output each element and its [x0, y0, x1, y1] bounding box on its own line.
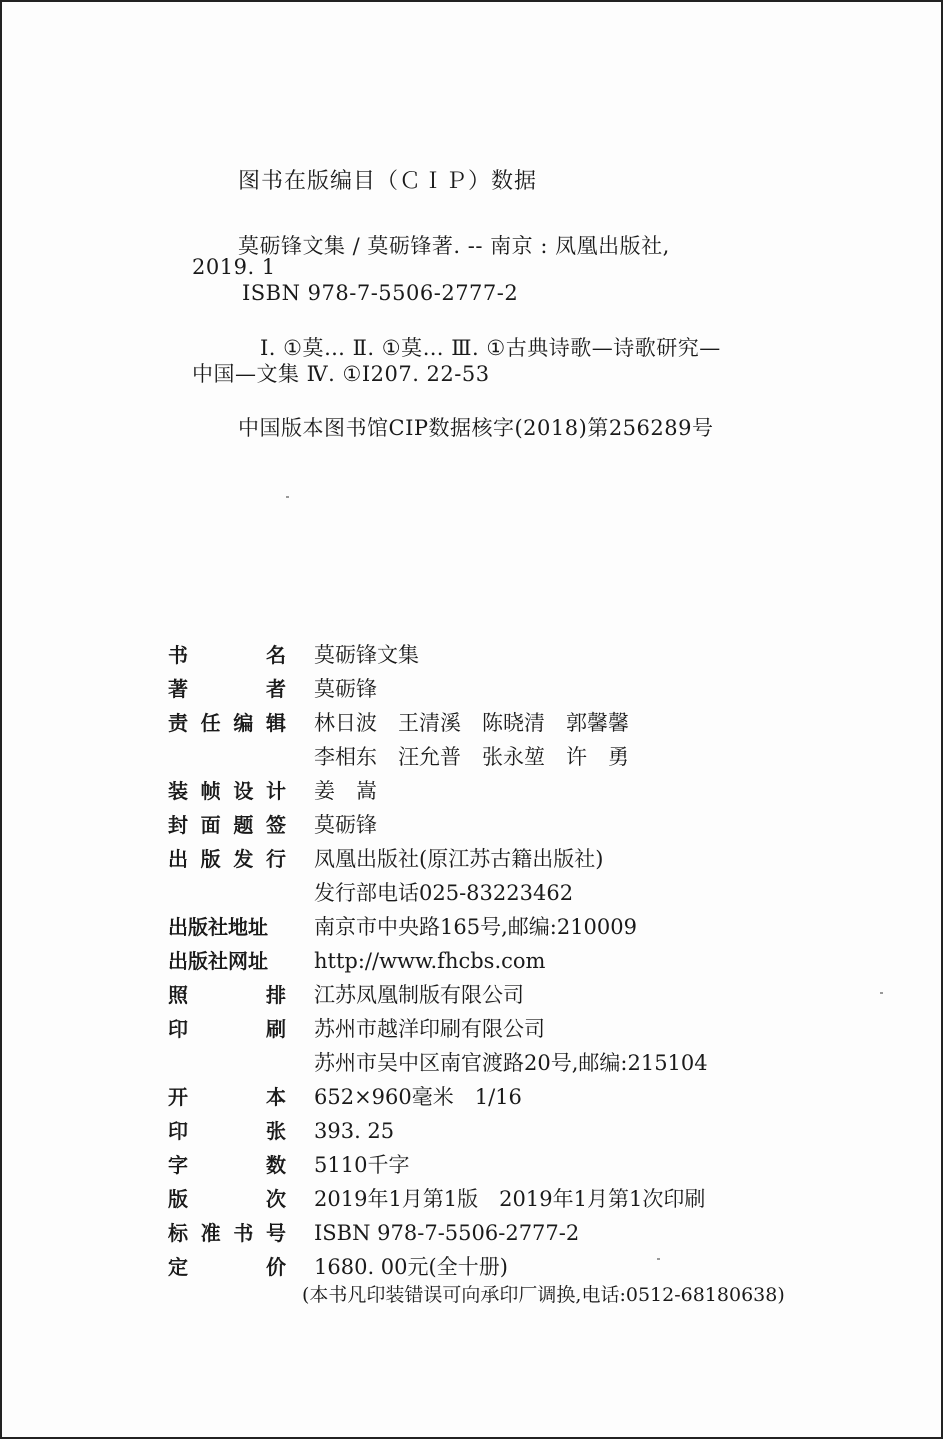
info-value: 393. 25 — [314, 1119, 395, 1143]
info-row — [168, 910, 908, 944]
info-value: 姜 嵩 — [314, 779, 377, 803]
info-row — [168, 1216, 908, 1250]
info-row — [168, 1250, 908, 1284]
info-row — [168, 876, 908, 910]
cip-isbn: ISBN 978-7-5506-2777-2 — [242, 281, 519, 305]
info-row — [168, 740, 908, 774]
info-row — [168, 1114, 908, 1148]
info-label-char: 辑 — [265, 711, 286, 735]
info-label-char: 题 — [233, 813, 254, 837]
info-value: 莫砺锋文集 — [314, 643, 419, 667]
info-value: 苏州市吴中区南官渡路20号,邮编:215104 — [314, 1051, 708, 1075]
info-value: 莫砺锋 — [314, 813, 377, 837]
info-row — [168, 1148, 908, 1182]
info-value: 苏州市越洋印刷有限公司 — [314, 1017, 545, 1041]
info-row — [168, 1080, 908, 1114]
info-label-char: 刷 — [266, 1017, 286, 1041]
info-label — [168, 1080, 286, 1114]
info-row — [168, 978, 908, 1012]
info-label-char: 出版社地址 — [168, 915, 268, 939]
info-label — [168, 1250, 286, 1284]
info-label — [168, 638, 286, 672]
info-label-char: 发 — [233, 847, 254, 871]
info-label-char: 设 — [233, 779, 254, 803]
info-label-char: 封 — [168, 813, 188, 837]
info-label — [168, 808, 286, 842]
print-speck — [286, 496, 289, 498]
info-value: 莫砺锋 — [314, 677, 377, 701]
info-label-char: 书 — [233, 1221, 254, 1245]
info-row — [168, 638, 908, 672]
info-label — [168, 706, 286, 740]
info-label-char: 编 — [233, 711, 254, 735]
info-value: 林日波 王清溪 陈晓清 郭馨馨 — [314, 711, 629, 735]
info-row — [168, 1046, 908, 1080]
info-value: 652×960毫米 1/16 — [314, 1085, 522, 1109]
info-label-char: 计 — [265, 779, 286, 803]
info-label-char: 号 — [265, 1221, 286, 1245]
info-label-char: 次 — [266, 1187, 286, 1211]
info-label-char: 者 — [266, 677, 286, 701]
info-label — [168, 1148, 286, 1182]
info-label-char: 数 — [266, 1153, 286, 1177]
info-label-char: 印 — [168, 1119, 188, 1143]
print-speck — [880, 992, 883, 994]
info-label-char: 本 — [266, 1085, 286, 1109]
info-label-char: 字 — [168, 1153, 188, 1177]
info-label — [168, 774, 286, 808]
info-label-char: 著 — [168, 677, 188, 701]
info-label-char: 签 — [265, 813, 286, 837]
info-label-char: 装 — [168, 779, 188, 803]
info-row — [168, 842, 908, 876]
cip-line-1: 莫砺锋文集 / 莫砺锋著. -- 南京 : 凤凰出版社, — [238, 234, 670, 258]
replacement-note: (本书凡印装错误可向承印厂调换,电话:0512-68180638) — [302, 1284, 785, 1306]
info-label-char: 责 — [168, 711, 188, 735]
info-label-char: 照 — [168, 983, 188, 1007]
info-label-char: 版 — [168, 1187, 188, 1211]
info-label-char: 名 — [266, 643, 286, 667]
info-label — [168, 1216, 286, 1250]
cip-classification-2: 中国—文集 Ⅳ. ①I207. 22-53 — [192, 362, 490, 386]
info-value: 李相东 汪允普 张永堃 许 勇 — [314, 745, 629, 769]
info-row — [168, 944, 908, 978]
info-row — [168, 1182, 908, 1216]
info-label — [168, 910, 286, 944]
info-label-char: 张 — [266, 1119, 286, 1143]
info-value: 南京市中央路165号,邮编:210009 — [314, 915, 637, 939]
info-row — [168, 706, 908, 740]
info-label-char: 定 — [168, 1255, 188, 1279]
cip-record-number: 中国版本图书馆CIP数据核字(2018)第256289号 — [238, 416, 714, 440]
info-label-char: 任 — [200, 711, 221, 735]
info-label — [168, 1012, 286, 1046]
info-label — [168, 672, 286, 706]
info-row — [168, 774, 908, 808]
info-value: ISBN 978-7-5506-2777-2 — [314, 1221, 580, 1245]
info-row — [168, 672, 908, 706]
publication-info — [168, 638, 908, 1284]
info-label-char: 准 — [200, 1221, 221, 1245]
info-label — [168, 944, 286, 978]
info-label-char: 版 — [200, 847, 221, 871]
info-label-char: 价 — [266, 1255, 286, 1279]
info-row — [168, 808, 908, 842]
info-value: 5110千字 — [314, 1153, 410, 1177]
info-label-char: 行 — [265, 847, 286, 871]
info-label-char: 印 — [168, 1017, 188, 1041]
info-label-char: 帧 — [200, 779, 221, 803]
info-label-char: 出版社网址 — [168, 949, 268, 973]
info-label — [168, 1182, 286, 1216]
info-label-char: 开 — [168, 1085, 188, 1109]
info-value: 发行部电话025-83223462 — [314, 881, 574, 905]
cip-title: 图书在版编目（ＣＩＰ）数据 — [238, 169, 538, 194]
info-value: 2019年1月第1版 2019年1月第1次印刷 — [314, 1187, 706, 1211]
info-value: 凤凰出版社(原江苏古籍出版社) — [314, 847, 604, 871]
info-label — [168, 978, 286, 1012]
info-value: 1680. 00元(全十册) — [314, 1255, 508, 1279]
info-label — [168, 842, 286, 876]
info-label — [168, 1114, 286, 1148]
info-value: http://www.fhcbs.com — [314, 949, 546, 973]
cip-classification-1: Ⅰ. ①莫… Ⅱ. ①莫… Ⅲ. ①古典诗歌—诗歌研究— — [260, 336, 721, 360]
info-label-char: 面 — [200, 813, 221, 837]
info-row — [168, 1012, 908, 1046]
info-value: 江苏凤凰制版有限公司 — [314, 983, 524, 1007]
cip-line-2: 2019. 1 — [192, 255, 276, 279]
info-label-char: 书 — [168, 643, 188, 667]
info-label-char: 出 — [168, 847, 188, 871]
info-label-char: 标 — [168, 1221, 188, 1245]
info-label-char: 排 — [266, 983, 286, 1007]
print-speck — [657, 1258, 660, 1260]
